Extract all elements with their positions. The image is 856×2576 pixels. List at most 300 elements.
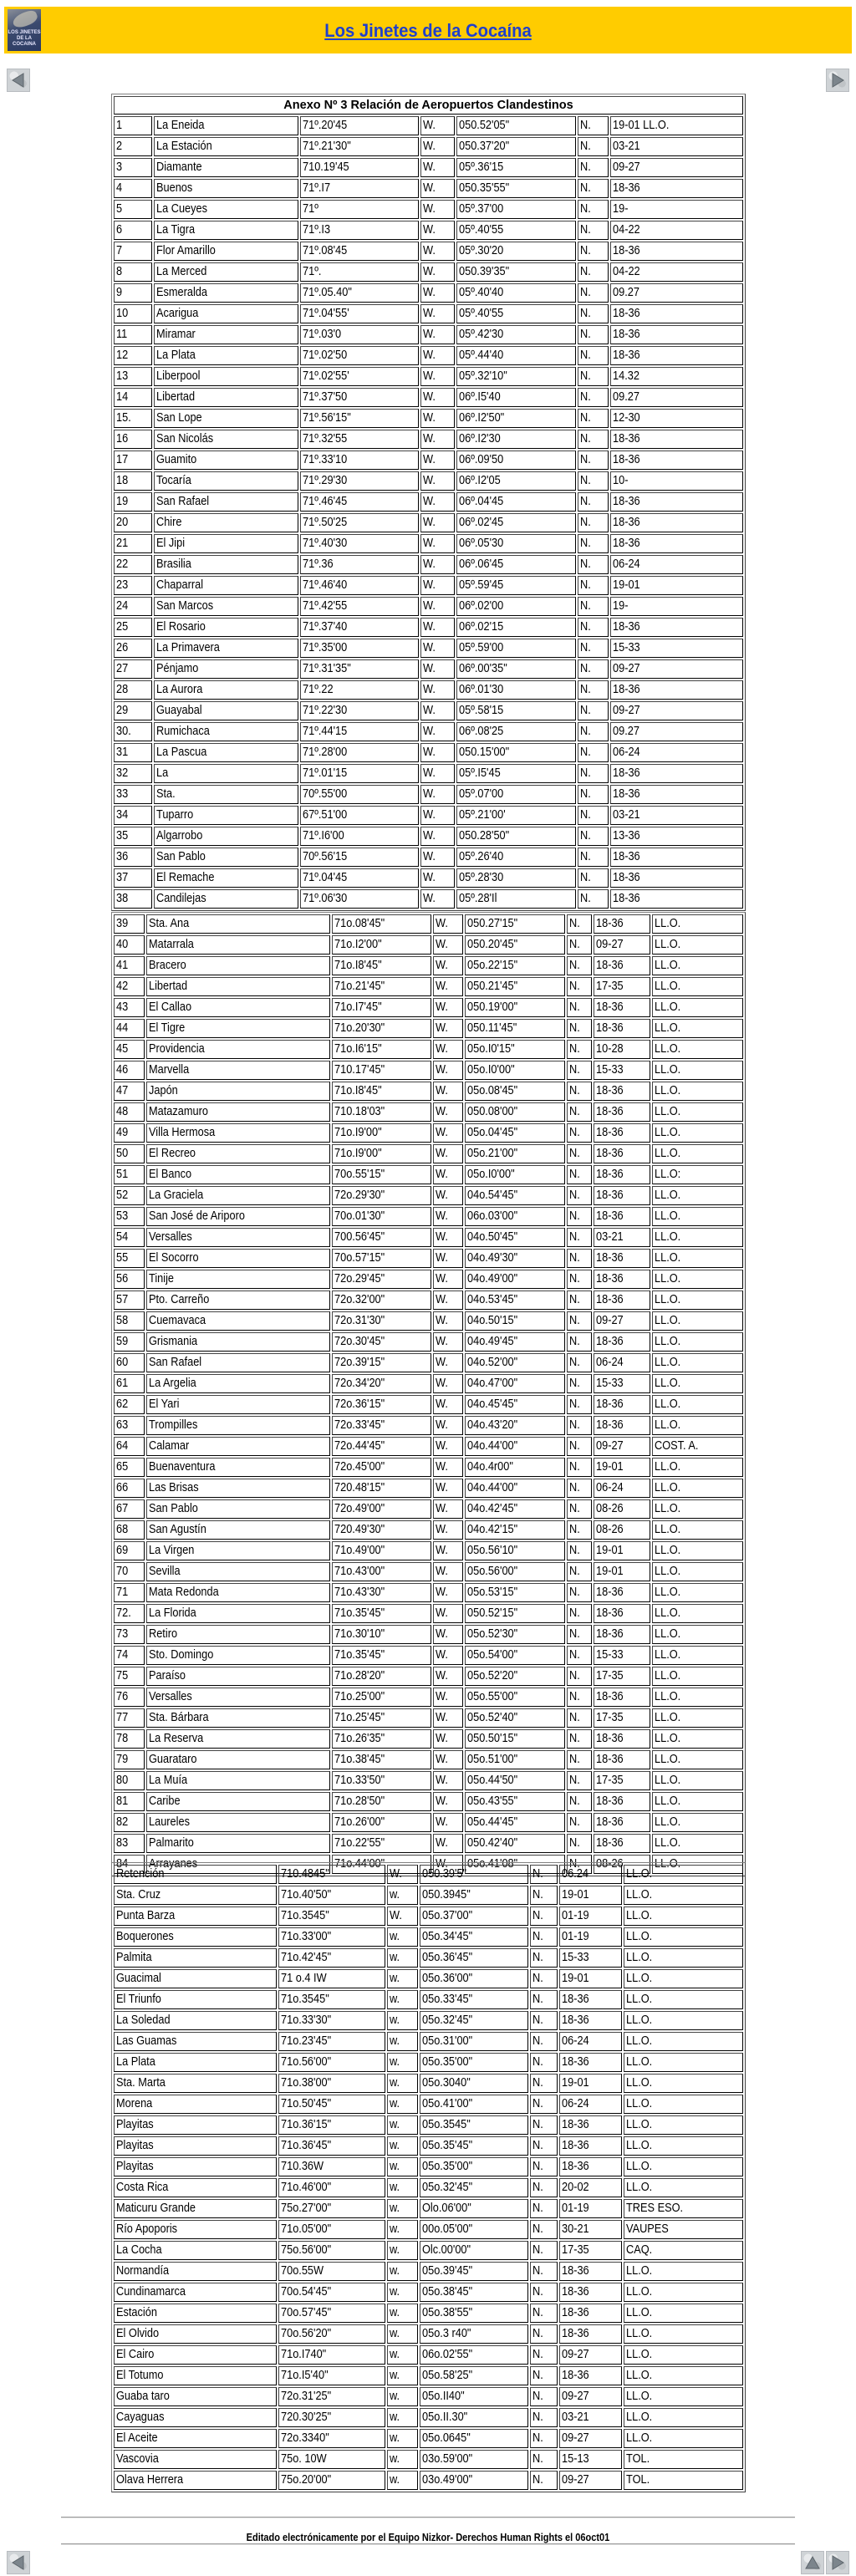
table-cell: N.	[530, 2450, 557, 2469]
table-cell: Sta. Bárbara	[146, 1708, 330, 1728]
table-cell: Guaba taro	[114, 2387, 277, 2406]
table-cell: 05o.32'45"	[420, 2178, 528, 2197]
table-cell: 06-24	[594, 1479, 650, 1498]
table-cell: 18-36	[594, 998, 650, 1017]
table-cell: 06º.06'45	[456, 555, 576, 574]
table-cell: 04o.49'45"	[465, 1332, 566, 1352]
table-cell: 71º.22	[300, 680, 418, 700]
table-cell: W.	[433, 1771, 462, 1790]
table-cell: 71º.28'00	[300, 743, 418, 762]
table-cell: 03-21	[610, 806, 743, 825]
table-cell: W.	[433, 914, 462, 934]
table-row	[114, 1771, 743, 1790]
table-cell: 18-36	[610, 242, 743, 261]
arrow-left-icon	[10, 72, 27, 89]
table-cell: 71º.02'55'	[300, 367, 418, 386]
table-row	[114, 1144, 743, 1163]
table-cell: 050.28'50"	[456, 827, 576, 846]
table-row	[114, 848, 743, 867]
table-cell: 3	[114, 158, 152, 177]
table-cell: w.	[387, 1927, 418, 1947]
table-cell: N.	[530, 1969, 557, 1988]
table-cell: LL.O.	[652, 1040, 743, 1059]
table-cell: LL.O.	[652, 1479, 743, 1498]
table-row	[114, 1270, 743, 1289]
table-cell: Chaparral	[154, 576, 299, 595]
table-cell: 70º.55'00	[300, 785, 418, 804]
top-of-page-button[interactable]	[801, 2551, 824, 2574]
table-cell: 67º.51'00	[300, 806, 418, 825]
table-cell: 19-01	[594, 1541, 650, 1560]
table-row	[114, 2366, 743, 2385]
table-row	[114, 2241, 743, 2260]
table-cell: 71º.20'45	[300, 116, 418, 135]
table-cell: 050.3945"	[420, 1886, 528, 1905]
table-cell: w.	[387, 2450, 418, 2469]
table-cell: N.	[567, 1291, 592, 1310]
table-cell: 15-33	[594, 1374, 650, 1393]
table-cell: 15-13	[559, 2450, 622, 2469]
table-cell: 71o.50'45"	[278, 2095, 385, 2114]
table-cell: w.	[387, 2157, 418, 2176]
table-cell: 05o.II40"	[420, 2387, 528, 2406]
site-title-link[interactable]: Los Jinetes de la Cocaína	[324, 20, 532, 41]
table-cell: 04o.52'00"	[465, 1353, 566, 1372]
table-row	[114, 2283, 743, 2302]
table-cell: Costa Rica	[114, 2178, 277, 2197]
previous-page-button[interactable]	[7, 69, 30, 92]
table-cell: 72o.32'00"	[332, 1291, 431, 1310]
table-cell: 71o.35'45"	[332, 1646, 431, 1665]
table-row	[114, 2136, 743, 2156]
table-cell: 06º.I5'40	[456, 388, 576, 407]
table-cell: 09-27	[594, 1311, 650, 1331]
table-row	[114, 1813, 743, 1832]
table-cell: LL.O.	[624, 2053, 743, 2072]
table-row	[114, 2429, 743, 2448]
table-cell: W.	[420, 743, 455, 762]
table-cell: W.	[433, 1374, 462, 1393]
table-cell: 04o.42'15"	[465, 1520, 566, 1540]
table-cell: W.	[433, 956, 462, 975]
table-cell: 75o.20'00"	[278, 2471, 385, 2490]
table-cell: N.	[530, 2241, 557, 2260]
table-cell: 05º.40'55	[456, 221, 576, 240]
table-cell: San Pablo	[146, 1499, 330, 1519]
table-cell: W.	[433, 1291, 462, 1310]
table-cell: 71o.25'00"	[332, 1688, 431, 1707]
table-cell: 71o.I2'00"	[332, 935, 431, 955]
table-cell: Sevilla	[146, 1562, 330, 1581]
table-cell: 04o.47'00"	[465, 1374, 566, 1393]
table-cell: LL.O.	[652, 1102, 743, 1122]
table-cell: 05º.30'20	[456, 242, 576, 261]
table-cell: 19-01	[594, 1458, 650, 1477]
table-cell: N.	[578, 764, 609, 783]
table-row	[114, 346, 743, 365]
table-row	[114, 743, 743, 762]
table-cell: 18-36	[610, 346, 743, 365]
previous-page-button-bottom[interactable]	[7, 2551, 30, 2574]
table-cell: 71	[114, 1583, 145, 1602]
table-cell: 18-36	[559, 2157, 622, 2176]
table-cell: N.	[567, 1625, 592, 1644]
table-cell: N.	[578, 388, 609, 407]
table-row	[114, 1123, 743, 1143]
table-cell: Retiro	[146, 1625, 330, 1644]
table-cell: 04o.44'00"	[465, 1479, 566, 1498]
table-cell: W.	[433, 1144, 462, 1163]
table-cell: 05º.42'30	[456, 325, 576, 344]
table-cell: 700.56'45"	[332, 1228, 431, 1247]
table-cell: 70	[114, 1562, 145, 1581]
table-cell: 05o.52'40"	[465, 1708, 566, 1728]
table-cell: La	[154, 764, 299, 783]
table-cell: 71o.21'45"	[332, 977, 431, 996]
table-cell: 050.08'00"	[465, 1102, 566, 1122]
table-cell: 05o.21'00"	[465, 1144, 566, 1163]
table-cell: 71º	[300, 200, 418, 219]
table-cell: LL.O.	[652, 1291, 743, 1310]
table-cell: W.	[420, 367, 455, 386]
table-cell: W.	[433, 1604, 462, 1623]
table-cell: N.	[578, 367, 609, 386]
table-cell: 66	[114, 1479, 145, 1498]
table-cell: 71º.03'0	[300, 325, 418, 344]
table-row	[114, 200, 743, 219]
table-cell: N.	[578, 471, 609, 491]
table-cell: Guarataro	[146, 1750, 330, 1769]
arrow-right-icon	[829, 2554, 846, 2571]
table-cell: N.	[578, 262, 609, 282]
table-cell: w.	[387, 2429, 418, 2448]
table-cell: LL.O.	[624, 2345, 743, 2365]
table-cell: w.	[387, 2178, 418, 2197]
table-cell: 19-01	[594, 1562, 650, 1581]
table-cell: 15-33	[594, 1646, 650, 1665]
table-cell: W.	[433, 998, 462, 1017]
table-cell: N.	[530, 2429, 557, 2448]
table-cell: 18-36	[610, 764, 743, 783]
table-cell: Diamante	[154, 158, 299, 177]
table-cell: 72o.30'45"	[332, 1332, 431, 1352]
table-row	[114, 534, 743, 553]
table-cell: 72o.29'30"	[332, 1186, 431, 1205]
table-cell: 05o.04'45"	[465, 1123, 566, 1143]
table-cell: Matazamuro	[146, 1102, 330, 1122]
table-cell: LL.O.	[652, 1625, 743, 1644]
table-cell: N.	[567, 977, 592, 996]
table-cell: 27	[114, 659, 152, 679]
table-cell: 83	[114, 1834, 145, 1853]
table-cell: 70o.56'20"	[278, 2324, 385, 2344]
table-cell: 05o.43'55"	[465, 1792, 566, 1811]
table-cell: 18-36	[594, 1750, 650, 1769]
footer-divider-bottom	[61, 2543, 795, 2545]
table-row	[114, 221, 743, 240]
table-cell: N.	[530, 2011, 557, 2030]
table-cell: 50	[114, 1144, 145, 1163]
table-cell: w.	[387, 2304, 418, 2323]
table-cell: San Nicolás	[154, 430, 299, 449]
table-cell: LL.O.	[624, 2074, 743, 2093]
table-cell: 04o.45'45"	[465, 1395, 566, 1414]
table-cell: 18-36	[610, 618, 743, 637]
table-cell: LL.O.	[652, 1646, 743, 1665]
table-cell: 19-01	[610, 576, 743, 595]
table-cell: N.	[567, 935, 592, 955]
table-cell: El Banco	[146, 1165, 330, 1184]
table-cell: N.	[567, 956, 592, 975]
table-cell: N.	[530, 1886, 557, 1905]
table-row	[114, 2074, 743, 2093]
table-cell: 71º.46'45	[300, 492, 418, 512]
table-cell: 16	[114, 430, 152, 449]
table-row	[114, 1186, 743, 1205]
table-cell: El Callao	[146, 998, 330, 1017]
table-cell: 18-36	[594, 1270, 650, 1289]
table-cell: Playitas	[114, 2136, 277, 2156]
table-cell: 18-36	[559, 2053, 622, 2072]
table-row	[114, 2053, 743, 2072]
table-cell: Sta. Ana	[146, 914, 330, 934]
table-cell: 71o.3545"	[278, 1990, 385, 2009]
table-cell: N.	[578, 743, 609, 762]
table-cell: Calamar	[146, 1437, 330, 1456]
table-cell: Buenos	[154, 179, 299, 198]
table-cell: N.	[567, 1792, 592, 1811]
table-cell: 70o.54'45"	[278, 2283, 385, 2302]
table-cell: N.	[530, 2220, 557, 2239]
table-cell: 26	[114, 639, 152, 658]
table-cell: w.	[387, 2345, 418, 2365]
table-cell: 09-27	[559, 2345, 622, 2365]
table-cell: 77	[114, 1708, 145, 1728]
table-cell: LL.O.	[652, 914, 743, 934]
table-cell: 14	[114, 388, 152, 407]
table-cell: 71o.33'50"	[332, 1771, 431, 1790]
table-cell: San Marcos	[154, 597, 299, 616]
table-cell: Las Brisas	[146, 1479, 330, 1498]
table-cell: 05o.38'45"	[420, 2283, 528, 2302]
table-cell: w.	[387, 2115, 418, 2135]
table-cell: 70o.55W	[278, 2262, 385, 2281]
table-cell: 05o.53'15"	[465, 1583, 566, 1602]
next-page-button-bottom[interactable]	[826, 2551, 849, 2574]
table-row	[114, 1082, 743, 1101]
table-cell: Guamito	[154, 451, 299, 470]
table-cell: 06º.00'35"	[456, 659, 576, 679]
table-cell: LL.O.	[652, 1792, 743, 1811]
table-cell: 71o.35'45"	[332, 1604, 431, 1623]
table-cell: 71o.36'45"	[278, 2136, 385, 2156]
table-cell: Playitas	[114, 2115, 277, 2135]
book-cover-logo[interactable]	[8, 9, 41, 51]
table-cell: 71º.I3	[300, 221, 418, 240]
table-cell: Arrayanes	[146, 1855, 330, 1874]
table-row	[114, 1583, 743, 1602]
table-cell: LL.O.	[652, 1374, 743, 1393]
table-cell: 05o.3 r40"	[420, 2324, 528, 2344]
table-cell: San Rafael	[146, 1353, 330, 1372]
table-cell: LL.O.	[652, 1583, 743, 1602]
table-cell: 65	[114, 1458, 145, 1477]
table-cell: 06º.08'25	[456, 722, 576, 741]
table-cell: La Florida	[146, 1604, 330, 1623]
table-cell: 72o.33'45"	[332, 1416, 431, 1435]
table-cell: 71º.04'55'	[300, 304, 418, 323]
table-cell: N.	[578, 639, 609, 658]
table-cell: W.	[433, 1228, 462, 1247]
table-cell: 18-36	[594, 1332, 650, 1352]
table-cell: 70o.57'15"	[332, 1249, 431, 1268]
table-cell: 18-36	[594, 1102, 650, 1122]
table-cell: 18-36	[610, 680, 743, 700]
table-cell: 04o.49'00"	[465, 1270, 566, 1289]
table-row	[114, 1019, 743, 1038]
table-cell: 71º.I6'00	[300, 827, 418, 846]
table-cell: 06-24	[594, 1353, 650, 1372]
table-cell: 06º.09'50	[456, 451, 576, 470]
table-cell: W.	[420, 242, 455, 261]
table-cell: 60	[114, 1353, 145, 1372]
table-cell: N.	[530, 2262, 557, 2281]
table-cell: Chire	[154, 513, 299, 532]
table-cell: LL.O.	[652, 1855, 743, 1874]
table-cell: 05º.21'00'	[456, 806, 576, 825]
table-cell: 050.35'55"	[456, 179, 576, 198]
table-cell: W.	[420, 680, 455, 700]
table-row	[114, 451, 743, 470]
table-cell: 05o.32'45"	[420, 2011, 528, 2030]
table-cell: LL.O.	[652, 1729, 743, 1749]
table-cell: 71o.49'00"	[332, 1541, 431, 1560]
table-cell: 710.17'45"	[332, 1061, 431, 1080]
table-cell: N.	[530, 1948, 557, 1968]
table-cell: La Cueyes	[154, 200, 299, 219]
table-cell: 71o.44'00"	[332, 1855, 431, 1874]
table-cell: 68	[114, 1520, 145, 1540]
table-cell: Olava Herrera	[114, 2471, 277, 2490]
table-row	[114, 1479, 743, 1498]
table-cell: 09-27	[559, 2429, 622, 2448]
table-cell: San Lope	[154, 409, 299, 428]
table-cell: N.	[567, 1395, 592, 1414]
table-cell: 18-36	[594, 1186, 650, 1205]
table-cell: N.	[578, 722, 609, 741]
table-cell: 05o.36'00"	[420, 1969, 528, 1988]
table-cell: 17-35	[594, 1667, 650, 1686]
table-row	[114, 1990, 743, 2009]
table-row	[114, 1165, 743, 1184]
table-cell: 71o.40'50"	[278, 1886, 385, 1905]
table-row	[114, 137, 743, 156]
table-cell: Sta. Marta	[114, 2074, 277, 2093]
table-cell: 18-36	[610, 848, 743, 867]
table-cell: W.	[420, 283, 455, 303]
table-row	[114, 2095, 743, 2114]
table-cell: Paraíso	[146, 1667, 330, 1686]
table-row	[114, 1750, 743, 1769]
table-row	[114, 513, 743, 532]
table-cell: Boquerones	[114, 1927, 277, 1947]
table-cell: 18-36	[594, 1416, 650, 1435]
table-cell: LL.O.	[624, 2262, 743, 2281]
table-cell: W.	[420, 618, 455, 637]
table-cell: 05º.36'15	[456, 158, 576, 177]
table-row	[114, 935, 743, 955]
table-cell: N.	[567, 914, 592, 934]
table-cell: 09.27	[610, 722, 743, 741]
table-cell: LL.O.	[652, 1123, 743, 1143]
table-row	[114, 262, 743, 282]
table-cell: Rumichaca	[154, 722, 299, 741]
table-cell: W.	[420, 889, 455, 909]
table-cell: 03-21	[594, 1228, 650, 1247]
table-cell: 050.11'45"	[465, 1019, 566, 1038]
table-cell: LL.O.	[652, 1813, 743, 1832]
table-cell: Libertad	[154, 388, 299, 407]
next-page-button[interactable]	[826, 69, 849, 92]
table-row	[114, 2220, 743, 2239]
table-cell: 71o.28'20"	[332, 1667, 431, 1686]
table-cell: Punta Barza	[114, 1907, 277, 1926]
table-row	[114, 1061, 743, 1080]
table-row	[114, 325, 743, 344]
table-cell: w.	[387, 2136, 418, 2156]
table-cell: 71o.33'30"	[278, 2011, 385, 2030]
table-cell: LL.O.	[652, 1708, 743, 1728]
table-cell: N.	[567, 1520, 592, 1540]
table-row	[114, 2345, 743, 2365]
table-cell: 04o.50'45"	[465, 1228, 566, 1247]
table-cell: 55	[114, 1249, 145, 1268]
table-cell: 050.42'40"	[465, 1834, 566, 1853]
table-cell: W.	[420, 701, 455, 720]
table-row	[114, 2471, 743, 2490]
table-cell: Tuparro	[154, 806, 299, 825]
table-row	[114, 1907, 743, 1926]
table-row	[114, 785, 743, 804]
table-cell: W.	[420, 764, 455, 783]
table-cell: 06º.02'00	[456, 597, 576, 616]
table-cell: Cundinamarca	[114, 2283, 277, 2302]
table-cell: w.	[387, 2324, 418, 2344]
table-cell: 71o.I8'45"	[332, 1082, 431, 1101]
table-cell: N.	[578, 889, 609, 909]
table-cell: Maticuru Grande	[114, 2199, 277, 2218]
table-row	[114, 576, 743, 595]
table-row	[114, 2032, 743, 2051]
table-cell: La Eneida	[154, 116, 299, 135]
table-row	[114, 1520, 743, 1540]
table-cell: 74	[114, 1646, 145, 1665]
table-cell: W.	[433, 1541, 462, 1560]
table-cell: Retención	[114, 1865, 277, 1884]
table-cell: 05o.51'00"	[465, 1750, 566, 1769]
table-cell: 05o.52'20"	[465, 1667, 566, 1686]
table-cell: N.	[567, 1458, 592, 1477]
table-cell: W.	[420, 451, 455, 470]
table-cell: Laureles	[146, 1813, 330, 1832]
table-cell: N.	[567, 1353, 592, 1372]
table-cell: 33	[114, 785, 152, 804]
table-cell: N.	[530, 2053, 557, 2072]
table-cell: N.	[567, 1228, 592, 1247]
table-cell: 14.32	[610, 367, 743, 386]
table-cell: 71º.37'40	[300, 618, 418, 637]
table-cell: 18-36	[610, 430, 743, 449]
